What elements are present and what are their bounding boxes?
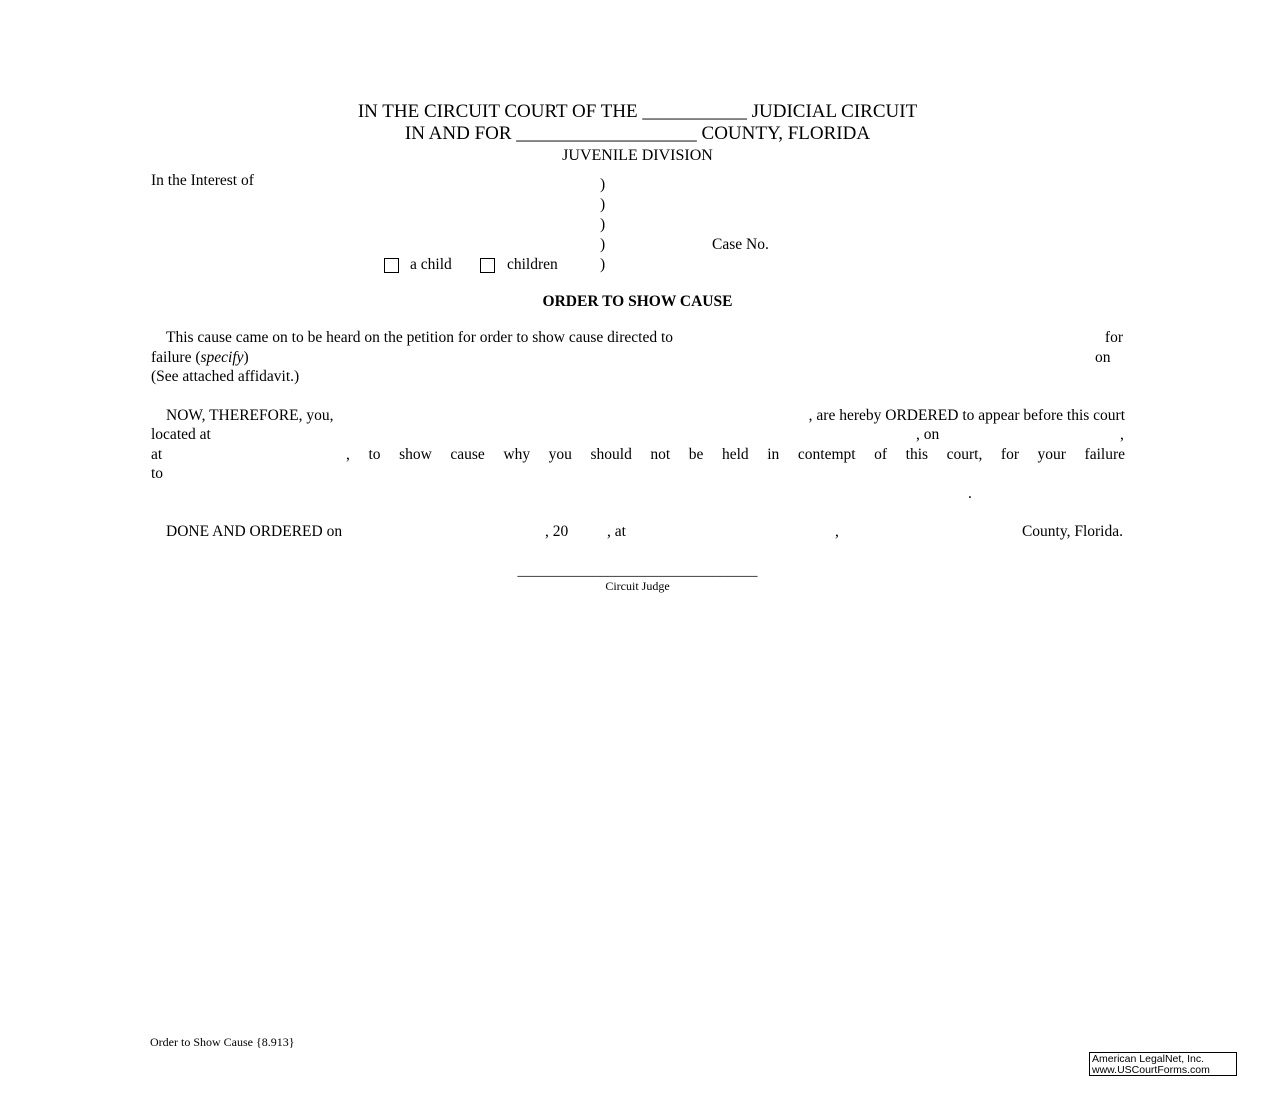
para1-for: for <box>1104 329 1123 346</box>
para2-text: NOW, THEREFORE, you, <box>166 407 334 424</box>
interest-of-label: In the Interest of <box>151 172 254 189</box>
a-child-label: a child <box>410 256 452 273</box>
caption-paren: ) <box>600 176 606 193</box>
caption-paren: ) <box>600 256 606 273</box>
circuit-judge-label: Circuit Judge <box>605 579 670 593</box>
caption-paren: ) <box>600 196 606 213</box>
a-child-checkbox[interactable] <box>384 258 399 273</box>
para2-at: at <box>151 446 163 463</box>
done-at: , at <box>607 523 626 540</box>
publisher-name: American LegalNet, Inc. <box>1092 1053 1205 1065</box>
para1-text: This cause came on to be heard on the petition for order to show cause directed to <box>166 329 674 346</box>
para1-affidavit: (See attached affidavit.) <box>151 368 300 385</box>
case-number-label: Case No. <box>712 236 769 253</box>
publisher-url[interactable]: www.USCourtForms.com <box>1092 1063 1210 1076</box>
children-checkbox[interactable] <box>480 258 495 273</box>
court-header-line2: IN AND FOR ___________________ COUNTY, FLORIDA <box>404 123 871 144</box>
done-comma: , <box>835 523 839 540</box>
para2-ordered: , are hereby ORDERED to appear before this court <box>808 407 1125 424</box>
para2-show-cause: , to show cause why you should not be held in contempt of this court, for your failure <box>346 446 1125 463</box>
done-county: County, Florida. <box>1021 523 1123 540</box>
footer-form-name: Order to Show Cause {8.913} <box>150 1035 295 1049</box>
signature-line: ________________________________ <box>517 563 758 579</box>
specify-label: specify <box>200 349 244 366</box>
court-division: JUVENILE DIVISION <box>562 147 713 164</box>
failure-close: ) <box>243 349 249 366</box>
publisher-box <box>1089 1052 1237 1076</box>
para2-located: located at <box>151 426 211 443</box>
court-header-line1: IN THE CIRCUIT COURT OF THE ___________ JUDICIAL CIRCUIT <box>357 101 918 122</box>
done-year: , 20 <box>545 523 569 540</box>
para2-on: , on <box>916 426 940 443</box>
para2-comma: , <box>1120 426 1124 443</box>
document-title: ORDER TO SHOW CAUSE <box>542 293 733 310</box>
caption-paren: ) <box>600 236 606 253</box>
failure-label: failure ( <box>151 349 201 366</box>
done-ordered-text: DONE AND ORDERED on <box>166 523 343 540</box>
para2-period: . <box>968 485 972 502</box>
caption-paren: ) <box>600 216 606 233</box>
para1-on: on <box>1095 349 1111 366</box>
para1-failure <box>151 349 249 367</box>
para2-to: to <box>151 465 164 482</box>
children-label: children <box>507 256 558 273</box>
